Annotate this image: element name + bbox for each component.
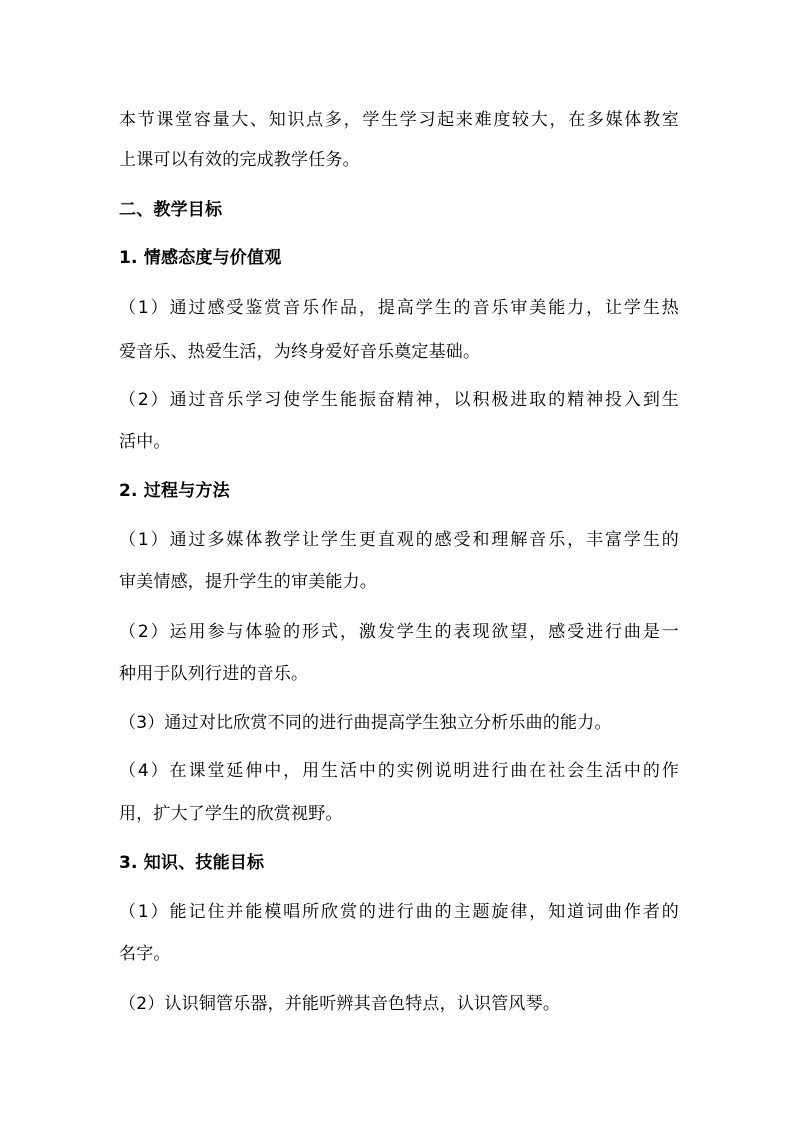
part3-item1-line1: （1）能记住并能模唱所欣赏的进行曲的主题旋律，知道词曲作者的 <box>119 902 679 922</box>
part3-title: 3. 知识、技能目标 <box>119 853 265 873</box>
part1-item1-line1: （1）通过感受鉴赏音乐作品，提高学生的音乐审美能力，让学生热 <box>119 298 679 318</box>
part2-item4-line1: （4）在课堂延伸中，用生活中的实例说明进行曲在社会生活中的作 <box>119 761 679 781</box>
part1-item2-line1: （2）通过音乐学习使学生能振奋精神，以积极进取的精神投入到生 <box>119 390 679 410</box>
intro-line-1: 本节课堂容量大、知识点多，学生学习起来难度较大，在多媒体教室 <box>119 110 679 130</box>
part1-item2-line2: 活中。 <box>119 432 171 452</box>
part2-item2-line2: 种用于队列行进的音乐。 <box>119 664 309 684</box>
part1-item1-line2: 爱音乐、热爱生活，为终身爱好音乐奠定基础。 <box>119 342 481 362</box>
part3-item2-line1: （2）认识铜管乐器，并能听辨其音色特点，认识管风琴。 <box>119 994 561 1014</box>
part2-item2-line1: （2）运用参与体验的形式，激发学生的表现欲望，感受进行曲是一 <box>119 622 679 642</box>
section-title: 二、教学目标 <box>119 200 223 220</box>
part2-item4-line2: 用，扩大了学生的欣赏视野。 <box>119 804 343 824</box>
part2-item3-line1: （3）通过对比欣赏不同的进行曲提高学生独立分析乐曲的能力。 <box>119 713 612 733</box>
part2-item1-line2: 审美情感，提升学生的审美能力。 <box>119 572 377 592</box>
part2-item1-line1: （1）通过多媒体教学让学生更直观的感受和理解音乐，丰富学生的 <box>119 530 679 550</box>
part2-title: 2. 过程与方法 <box>119 481 230 501</box>
intro-line-2: 上课可以有效的完成教学任务。 <box>119 150 360 170</box>
part1-title: 1. 情感态度与价值观 <box>119 248 282 268</box>
part3-item1-line2: 名字。 <box>119 944 171 964</box>
